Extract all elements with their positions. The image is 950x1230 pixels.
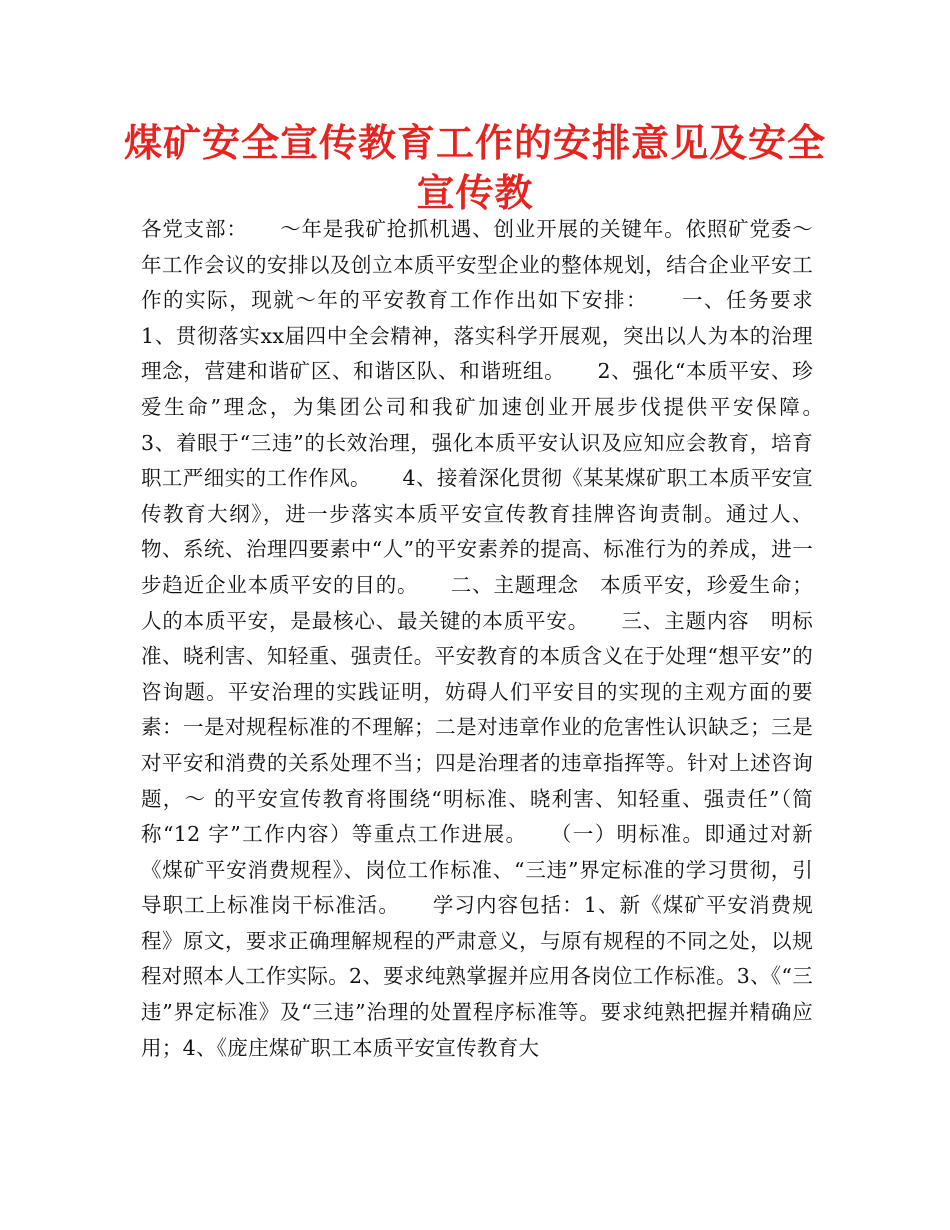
document-title: 煤矿安全宣传教育工作的安排意见及安全宣传教 (123, 121, 826, 215)
document-body: 各党支部： ～年是我矿抢抓机遇、创业开展的关键年。依照矿党委～ 年工作会议的安排以及创立本质平安型企业的整体规划，结合企业平安工作的实际，现就～年的平安教育工作作出如下安排： 一、任务要求 1、贯彻落实xx届四中全会精神，落实科学开展观，突出以人为本的治理理念，营建和谐矿区、和谐区队、和谐班组。 2、强化“本质平安、珍爱生命”理念，为集团公司和我矿加速创业开展步伐提供平安保障。 3、着眼于“三违”的长效治理，强化本质平安认识及应知应会教育，培育职工严细实的工作作风。 4、接着深化贯彻《某某煤矿职工本质平安宣传教育大纲》，进一步落实本质平安宣传教育挂牌咨询责制。通过人、物、系统、治理四要素中“人”的平安素养的提高、标准行为的养成，进一步趋近企业本质平安的目的。 二、主题理念 本质平安，珍爱生命；人的本质平安，是最核心、最关键的本质平安。 三、主题内容 明标准、晓利害、知轻重、强责任。平安教育的本质含义在于处理“想平安”的咨询题。平安治理的实践证明，妨碍人们平安目的实现的主观方面的要素：一是对规程标准的不理解；二是对违章作业的危害性认识缺乏；三是对平安和消费的关系处理不当；四是治理者的违章指挥等。针对上述咨询题，～ 的平安宣传教育将围绕“明标准、晓利害、知轻重、强责任”（简称“12 字”工作内容）等重点工作进展。 （一）明标准。即通过对新《煤矿平安消费规程》、岗位工作标准、“三违”界定标准的学习贯彻，引导职工上标准岗干标准活。 学习内容包括：1、新《煤矿平安消费规程》原文，要求正确理解规程的严肃意义，与原有规程的不同之处，以规程对照本人工作实际。2、要求纯熟掌握并应用各岗位工作标准。3、《“三违”界定标准》及“三违”治理的处置程序标准等。要求纯熟把握并精确应用；4、《庞庄煤矿职工本质平安宣传教育大 (141, 217, 855, 1060)
